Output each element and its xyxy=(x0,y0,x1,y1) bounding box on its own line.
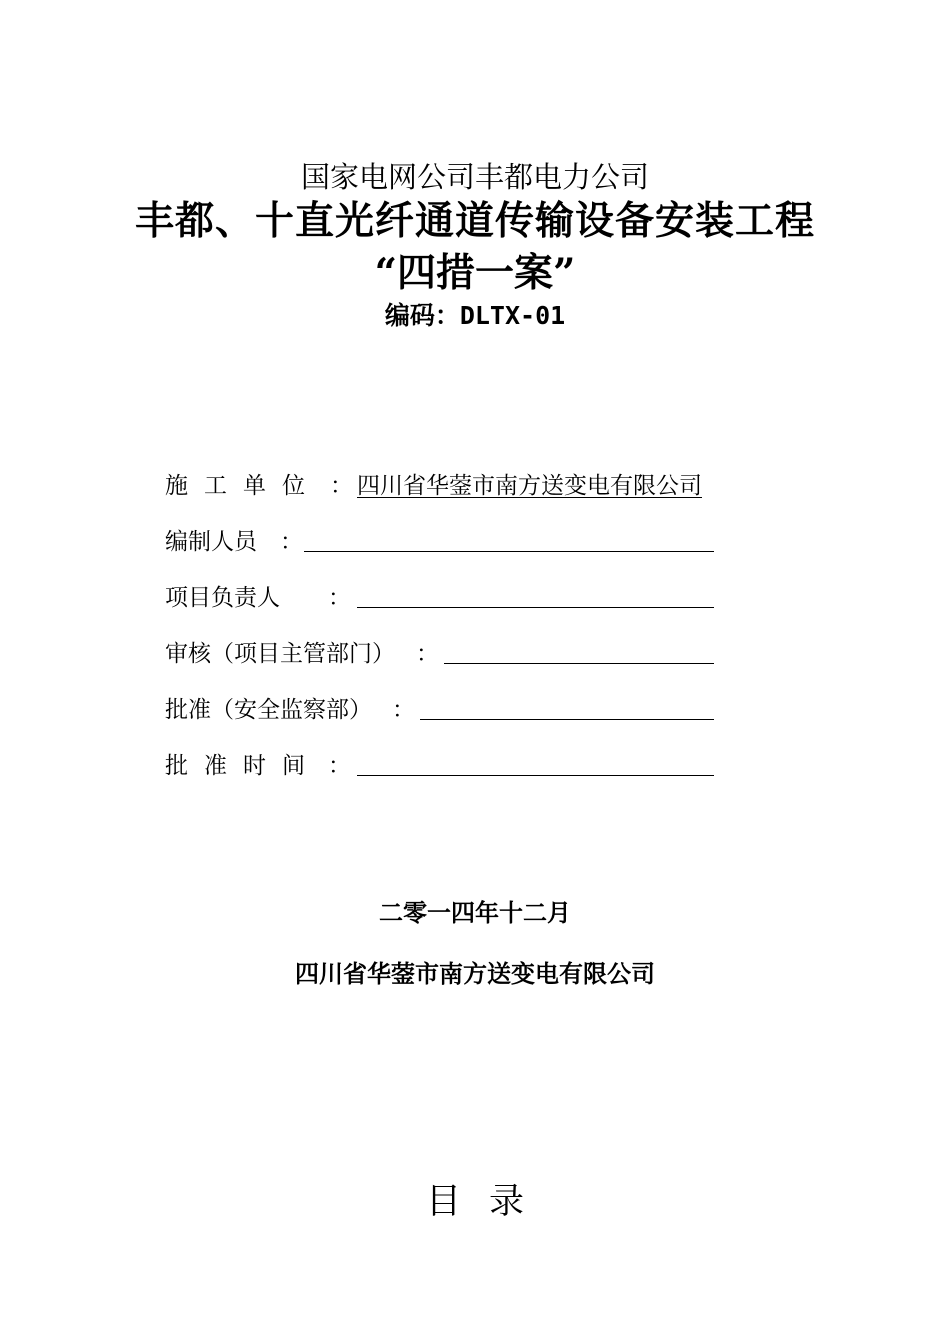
field-colon: ： xyxy=(328,753,351,779)
field-line-compiler xyxy=(304,551,714,552)
field-line-review xyxy=(444,663,714,664)
company-name: 四川省华蓥市南方送变电有限公司 xyxy=(295,959,655,988)
project-title: 丰都、十直光纤通道传输设备安装工程 xyxy=(134,198,815,244)
field-label-approval-time: 批准时间 xyxy=(165,753,321,779)
field-colon: ： xyxy=(392,697,415,723)
field-label-review: 审核（项目主管部门） xyxy=(165,641,395,667)
field-label-project-leader: 项目负责人 xyxy=(165,585,280,611)
document-code: 编码：DLTX-01 xyxy=(384,301,566,330)
field-colon: ： xyxy=(416,641,439,667)
field-value-construction-unit: 四川省华蓥市南方送变电有限公司 xyxy=(357,473,702,499)
field-colon: ： xyxy=(328,585,351,611)
field-label-compiler: 编制人员 xyxy=(165,529,257,555)
field-colon: ： xyxy=(280,529,303,555)
field-colon: ： xyxy=(330,473,353,499)
organization-name: 国家电网公司丰都电力公司 xyxy=(300,160,649,194)
field-line-approval xyxy=(420,719,714,720)
document-type: “四措一案” xyxy=(374,250,576,296)
field-label-construction-unit: 施工单位 xyxy=(165,473,321,499)
toc-heading: 目录 xyxy=(425,1182,552,1222)
document-date: 二零一四年十二月 xyxy=(379,898,571,927)
field-label-approval: 批准（安全监察部） xyxy=(165,697,372,723)
field-line-approval-time xyxy=(357,775,714,776)
field-line-project-leader xyxy=(357,607,714,608)
